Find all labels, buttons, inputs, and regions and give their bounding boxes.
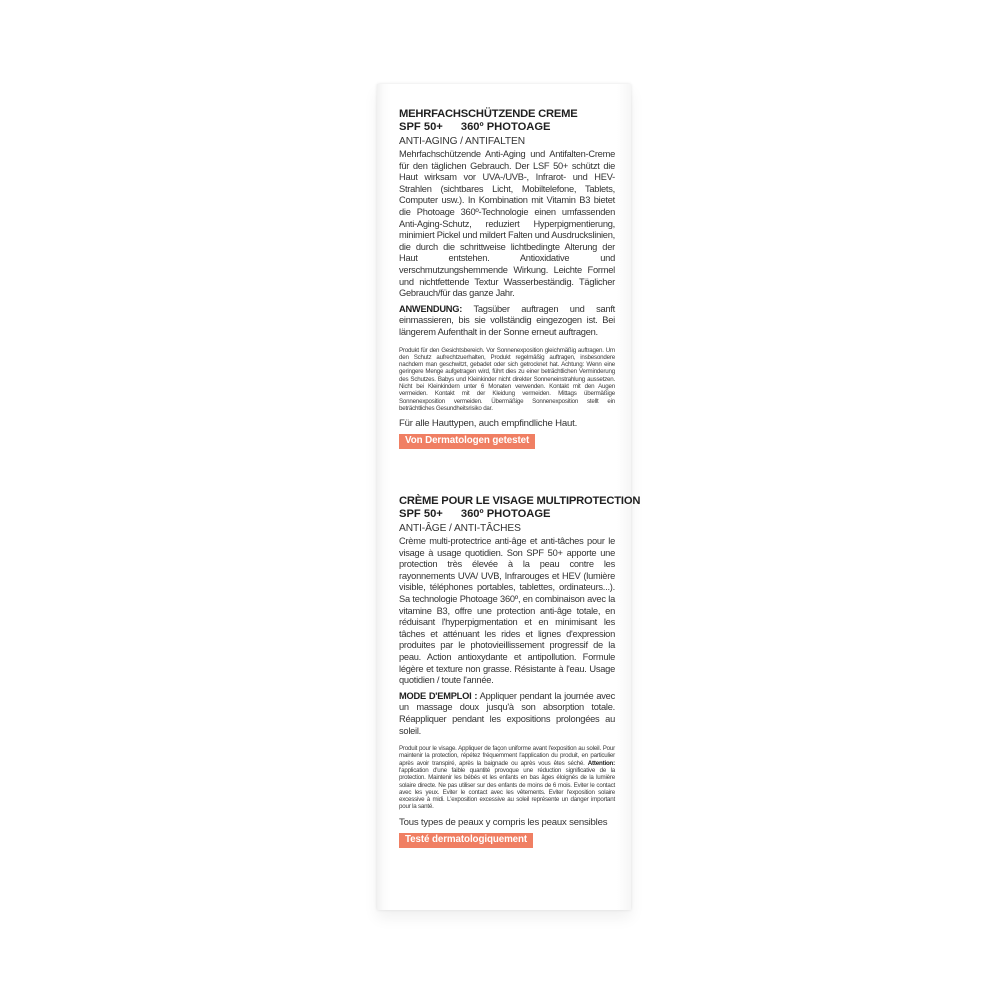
german-skin-types: Für alle Hauttypen, auch empfindliche Haut. [399, 418, 578, 430]
french-fine-print [399, 745, 615, 811]
french-usage-label: MODE D'EMPLOI : [399, 690, 478, 701]
french-fine-print-label: Attention: [587, 759, 615, 767]
french-spf-line [399, 508, 615, 521]
french-section [399, 495, 641, 848]
german-description: Mehrfachschützende Anti-Aging und Antifalten-Creme für den täglichen Gebrauch. Der LSF 50+ schützt die Haut wirksam vor UVA-/UVB-, Infrarot- und HEV-Strahlen (sichtbares Licht, Mobiltelefone, Tablets, Computer usw.). In Kombination mit Vitamin B3 bietet die Photoage 360º-Technologie einen umfassenden Anti-Aging-Schutz, reduziert Hyperpigmentierung, minimiert Pickel und mildert Falten und Ausdruckslinien, die durch die schrittweise lichtbedingte Alterung der Haut entstehen. Antioxidative und verschmutzungshemmende Wirkung. Leichte Formel und nichtfettende Textur Wasserbeständig. Täglicher Gebrauch/für das ganze Jahr. [399, 149, 615, 299]
french-subtitle: ANTI-ÂGE / ANTI-TÂCHES [399, 523, 521, 534]
german-title: MEHRFACHSCHÜTZENDE CREME [399, 108, 578, 120]
german-spf-line [399, 121, 615, 134]
german-usage-text: Tagsüber auftragen und sanft einmassieren, bis sie vollständig eingezogen ist. Bei längerem Aufenthalt in der Sonne erneut auftragen. [399, 303, 615, 337]
french-spf: SPF 50+ [399, 508, 443, 520]
french-description: Crème multi-protectrice anti-âge et anti-tâches pour le visage à usage quotidien. Son SPF 50+ apporte une protection très élevée à la peau contre les rayonnements UVA/ UVB, Infrarouges et HEV (lumière visible, téléphones portables, tablettes, ordinateurs...). Sa technologie Photoage 360º, en combinaison avec la vitamine B3, offre une protection anti-âge totale, en réduisant l'hyperpigmentation et en minimisant les tâches et atténuant les rides et lignes d'expression produites par le photovieillissement progressif de la peau. Action antioxydante et antipollution. Formule légère et texture non grasse. Résistante à l'eau. Usage quotidien / toute l'année. [399, 536, 615, 686]
french-fine-print-intro: Produit pour le visage. Appliquer de façon uniforme avant l'exposition au soleil. Pour maintenir la protection, répétez fréquemment l'application du produit, en particulier après avoir transpiré, après la baignade ou après vous êtes séché. [399, 745, 615, 767]
french-skin-types: Tous types de peaux y compris les peaux sensibles [399, 816, 608, 828]
french-title: CRÈME POUR LE VISAGE MULTIPROTECTION [399, 495, 641, 507]
french-usage [399, 691, 615, 737]
german-product-line: 360º PHOTOAGE [460, 121, 551, 133]
french-usage-text: Appliquer pendant la journée avec un massage doux jusqu'à son absorption totale. Réappliquer pendant les expositions prolongées au soleil. [399, 690, 615, 736]
french-product-line: 360º PHOTOAGE [460, 508, 551, 520]
german-subtitle: ANTI-AGING / ANTIFALTEN [399, 136, 526, 147]
german-fine-print: Produkt für den Gesichtsbereich. Vor Sonnenexposition gleichmäßig auftragen. Um den Schutz aufrechtzuerhalten, Produkt regelmäßig auftragen, insbesondere nachdem man geschwitzt, gebadet oder sich getrocknet hat. Achtung: Wenn eine geringere Menge aufgetragen wird, führt dies zu einer beträchtlichen Verminderung des Schutzes. Babys und Kleinkinder nicht direkter Sonneneinstrahlung aussetzen. Nicht bei Kleinkindern unter 6 Monaten verwenden. Kontakt mit den Augen vermeiden. Kontakt mit der Kleidung vermeiden. Mittags übermäßige Sonnenexposition vermeiden. Übermäßige Sonnenexposition stellt ein beträchtliches Gesundheitsrisiko dar. [399, 346, 615, 412]
german-section [399, 108, 615, 449]
german-usage-label: ANWENDUNG: [399, 303, 463, 314]
german-usage [399, 304, 615, 339]
german-dermatology-badge: Von Dermatologen getestet [399, 434, 535, 449]
french-fine-print-rest: l'application d'une faible quantité provoque une réduction significative de la protection. Maintenir les bébés et les enfants en bas âges éloignés de la lumière solaire directe. Ne pas utiliser sur des enfants de moins de 6 mois. Eviter le contact avec les yeux. Eviter le contact avec les vêtements. Eviter l'exposition solaire excessive à midi. L'exposition excessive au soleil représente un danger important pour la santé. [399, 766, 615, 811]
french-dermatology-badge: Testé dermatologiquement [399, 833, 533, 848]
german-spf: SPF 50+ [399, 121, 443, 133]
